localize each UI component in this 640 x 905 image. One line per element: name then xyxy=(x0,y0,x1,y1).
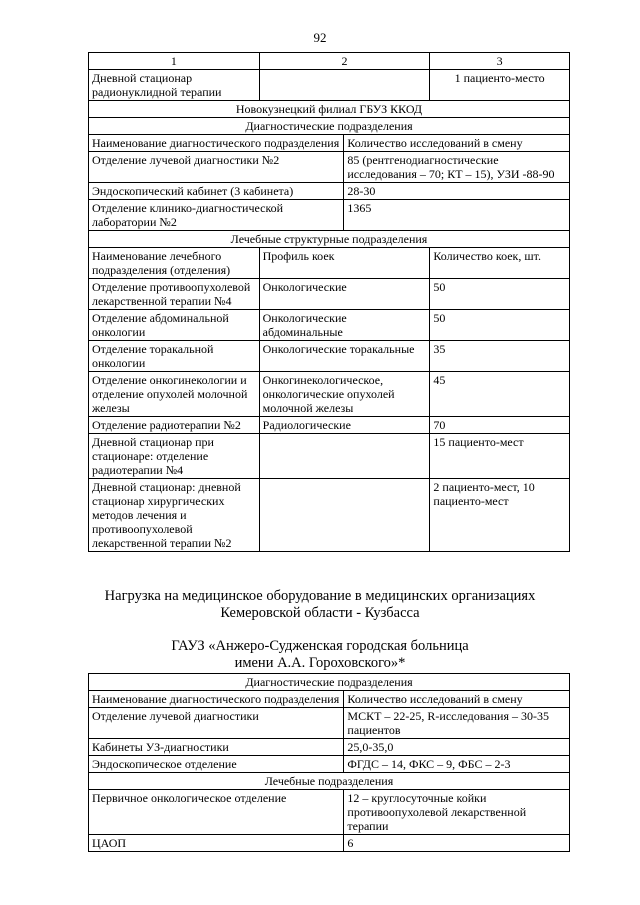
table-row xyxy=(89,756,570,773)
diagnostic-section-title: Диагностические подразделения xyxy=(89,674,570,691)
section-heading xyxy=(0,588,640,622)
treat-name: Отделение радиотерапии №2 xyxy=(89,417,260,434)
treat-count: 45 xyxy=(430,372,570,417)
treat-count: 2 пациенто-мест, 10 пациенто-мест xyxy=(430,479,570,552)
page-number: 92 xyxy=(313,30,327,45)
diag-count: 28-30 xyxy=(344,183,570,200)
diag-count: 25,0-35,0 xyxy=(344,739,570,756)
diag-head-name: Наименование диагностического подразделения xyxy=(89,135,344,152)
treat-profile: Онкогинекологическое, онкологические опухолей молочной железы xyxy=(259,372,430,417)
diagnostic-section-title: Диагностические подразделения xyxy=(89,118,570,135)
table-row xyxy=(89,434,570,479)
col-header: 3 xyxy=(430,53,570,70)
treat-count: 6 xyxy=(344,835,570,852)
treat-head-profile: Профиль коек xyxy=(259,248,430,279)
diag-head-name: Наименование диагностического подразделения xyxy=(89,691,344,708)
treat-count: 12 – круглосуточные койки противоопухолевой лекарственной терапии xyxy=(344,790,570,835)
treat-name: Дневной стационар при стационаре: отделение радиотерапии №4 xyxy=(89,434,260,479)
treat-profile: Радиологические xyxy=(259,417,430,434)
diag-name: Отделение клинико-диагностической лаборатории №2 xyxy=(89,200,344,231)
cell-profile xyxy=(259,70,430,101)
org-heading xyxy=(0,638,640,672)
table-row xyxy=(89,152,570,183)
treat-head-count: Количество коек, шт. xyxy=(430,248,570,279)
treat-name: Отделение торакальной онкологии xyxy=(89,341,260,372)
branch-title: Новокузнецкий филиал ГБУЗ ККОД xyxy=(89,101,570,118)
treat-profile xyxy=(259,479,430,552)
treat-name: Дневной стационар: дневной стационар хирургических методов лечения и противоопухолевой лекарственной терапии №2 xyxy=(89,479,260,552)
treat-profile: Онкологические xyxy=(259,279,430,310)
treat-profile: Онкологические абдоминальные xyxy=(259,310,430,341)
diag-head-count: Количество исследований в смену xyxy=(344,691,570,708)
treat-name: Отделение абдоминальной онкологии xyxy=(89,310,260,341)
diag-name: Отделение лучевой диагностики №2 xyxy=(89,152,344,183)
table2-wrapper xyxy=(88,673,570,852)
treat-name: Отделение противоопухолевой лекарственной терапии №4 xyxy=(89,279,260,310)
table-row xyxy=(89,790,570,835)
treat-profile: Онкологические торакальные xyxy=(259,341,430,372)
diag-name: Эндоскопическое отделение xyxy=(89,756,344,773)
treat-count: 50 xyxy=(430,310,570,341)
table-row xyxy=(89,691,570,708)
cell-name: Дневной стационар радионуклидной терапии xyxy=(89,70,260,101)
table-row xyxy=(89,417,570,434)
diag-count: 1365 xyxy=(344,200,570,231)
section-heading-line1: Нагрузка на медицинское оборудование в медицинских организациях xyxy=(104,588,536,604)
treat-head-name: Наименование лечебного подразделения (отделения) xyxy=(89,248,260,279)
diag-name: Отделение лучевой диагностики xyxy=(89,708,344,739)
table-row xyxy=(89,479,570,552)
table-row xyxy=(89,835,570,852)
treat-count: 70 xyxy=(430,417,570,434)
treat-count: 15 пациенто-мест xyxy=(430,434,570,479)
treat-name: ЦАОП xyxy=(89,835,344,852)
treat-name: Отделение онкогинекологии и отделение опухолей молочной железы xyxy=(89,372,260,417)
treatment-section-title: Лечебные подразделения xyxy=(89,773,570,790)
diag-count: 85 (рентгенодиагностические исследования – 70; КТ – 15), УЗИ -88-90 xyxy=(344,152,570,183)
table-row xyxy=(89,372,570,417)
col-header: 2 xyxy=(259,53,430,70)
treatment-section-title: Лечебные структурные подразделения xyxy=(89,231,570,248)
table-row xyxy=(89,341,570,372)
table-row xyxy=(89,183,570,200)
treat-count: 35 xyxy=(430,341,570,372)
table-row xyxy=(89,135,570,152)
col-header: 1 xyxy=(89,53,260,70)
table-row xyxy=(89,739,570,756)
treat-profile xyxy=(259,434,430,479)
table1-wrapper xyxy=(88,52,570,552)
table-row xyxy=(89,200,570,231)
diag-name: Кабинеты УЗ-диагностики xyxy=(89,739,344,756)
cell-count: 1 пациенто-место xyxy=(430,70,570,101)
treat-count: 50 xyxy=(430,279,570,310)
table-row xyxy=(89,248,570,279)
org-heading-line1: ГАУЗ «Анжеро-Судженская городская больница xyxy=(171,638,469,654)
diag-count: ФГДС – 14, ФКС – 9, ФБС – 2-3 xyxy=(344,756,570,773)
table-row xyxy=(89,708,570,739)
section-heading-line2: Кемеровской области - Кузбасса xyxy=(220,605,420,621)
diag-count: МСКТ – 22-25, R-исследования – 30-35 пациентов xyxy=(344,708,570,739)
table-row xyxy=(89,70,570,101)
treat-name: Первичное онкологическое отделение xyxy=(89,790,344,835)
org-heading-line2: имени А.А. Гороховского»* xyxy=(234,655,406,671)
table-row xyxy=(89,310,570,341)
diag-name: Эндоскопический кабинет (3 кабинета) xyxy=(89,183,344,200)
diag-head-count: Количество исследований в смену xyxy=(344,135,570,152)
table-row xyxy=(89,279,570,310)
